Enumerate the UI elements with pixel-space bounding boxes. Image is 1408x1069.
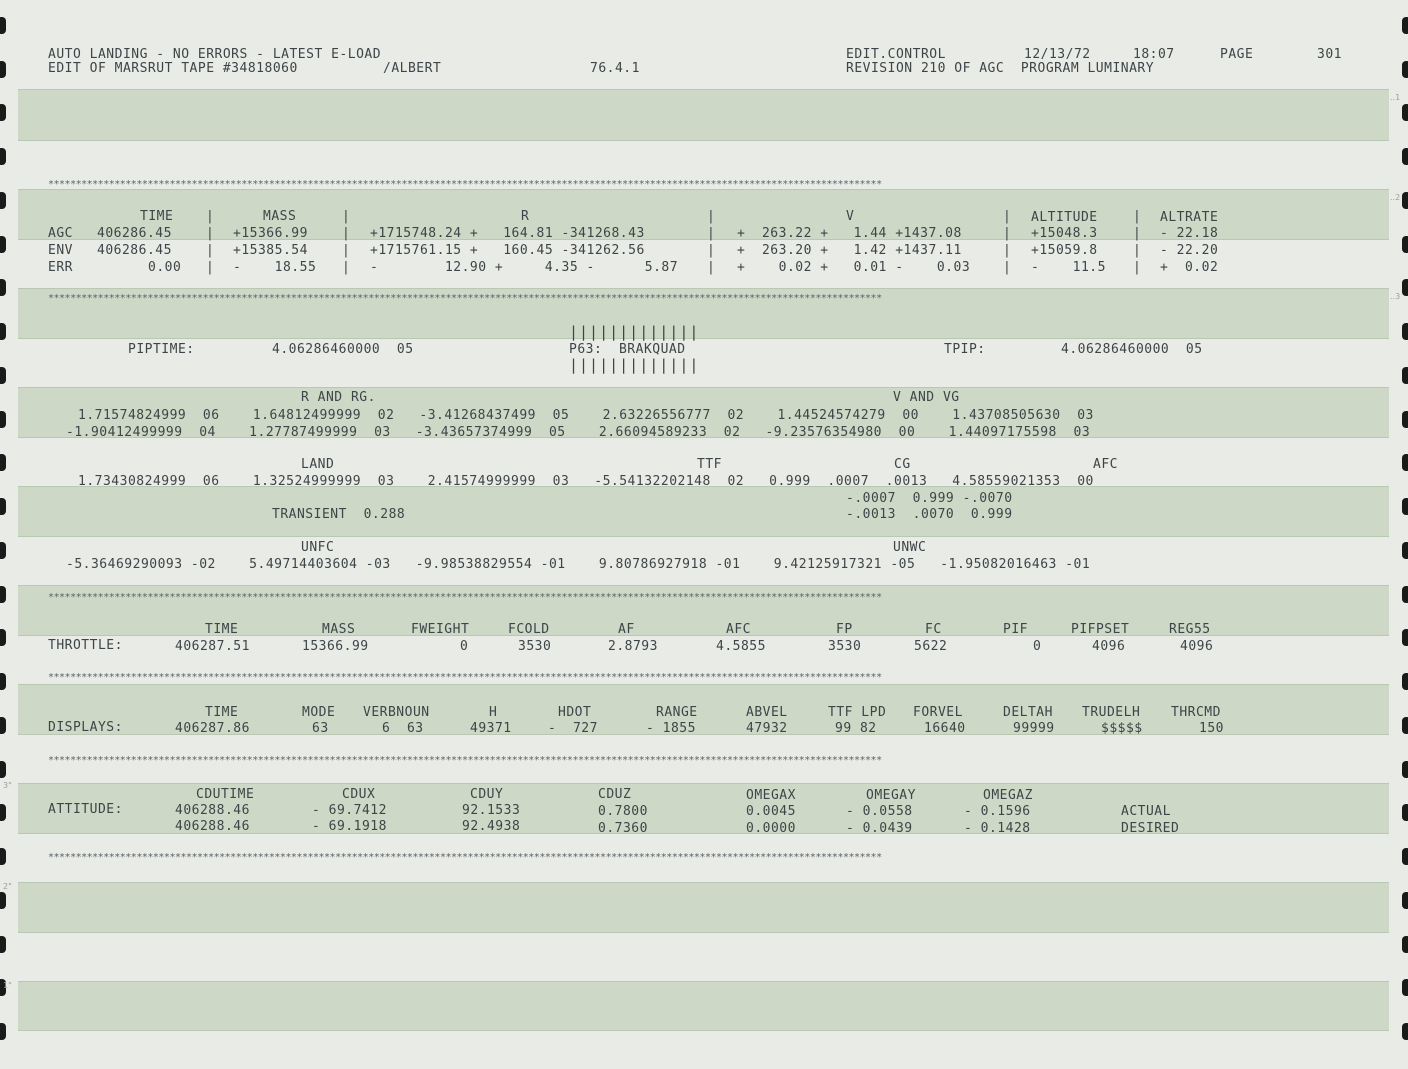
feed-hole	[0, 61, 6, 78]
feed-hole	[1402, 804, 1408, 821]
err-time: 0.00	[148, 260, 182, 275]
tape-edit-line: EDIT OF MARSRUT TAPE #34818060	[48, 61, 298, 76]
feed-hole	[1402, 498, 1408, 515]
feed-hole	[1402, 104, 1408, 121]
throttle-fweight: 0	[460, 639, 469, 654]
label-land: LAND	[301, 457, 335, 472]
column-divider: |	[206, 260, 215, 275]
r-rg-row-1: 1.71574824999 06 1.64812499999 02 -3.41268437499 05 2.63226556777 02 1.44524574279 00 1.43708505630 03	[78, 408, 1094, 423]
throttle-mass: 15366.99	[302, 639, 369, 654]
feed-hole	[1402, 61, 1408, 78]
desired-omegaz: - 0.1428	[964, 821, 1031, 836]
feed-hole	[0, 454, 6, 471]
margin-mark: 2"	[3, 882, 12, 891]
displays-header-forvel: FORVEL	[913, 705, 963, 720]
displays-abvel: 47932	[746, 721, 788, 736]
label-ttf: TTF	[697, 457, 722, 472]
attitude-header-omegax: OMEGAX	[746, 788, 796, 803]
throttle-header-time: TIME	[205, 622, 239, 637]
header-altrate: ALTRATE	[1160, 210, 1219, 225]
feed-hole	[0, 1023, 6, 1040]
throttle-afc: 4.5855	[716, 639, 766, 654]
piptime-value: 4.06286460000 05	[272, 342, 414, 357]
feed-hole	[0, 148, 6, 165]
desired-label: DESIRED	[1121, 821, 1180, 836]
column-divider: |	[1003, 209, 1012, 224]
feed-hole	[1402, 411, 1408, 428]
greenbar-band	[18, 89, 1389, 141]
right-tractor-holes	[1394, 0, 1408, 1069]
column-divider: |	[707, 209, 716, 224]
margin-mark: ..3	[1390, 292, 1401, 301]
margin-mark: ..2	[1390, 193, 1401, 202]
throttle-fcold: 3530	[518, 639, 552, 654]
displays-label: DISPLAYS:	[48, 720, 123, 735]
feed-hole	[0, 323, 6, 340]
print-date: 12/13/72	[1024, 47, 1091, 62]
column-divider: |	[1003, 243, 1012, 258]
throttle-header-afc: AFC	[726, 622, 751, 637]
throttle-label: THROTTLE:	[48, 638, 123, 653]
column-divider: |	[707, 243, 716, 258]
feed-hole	[0, 279, 6, 296]
feed-hole	[1402, 979, 1408, 996]
label-unwc: UNWC	[893, 540, 927, 555]
author: /ALBERT	[383, 61, 442, 76]
displays-range: - 1855	[646, 721, 696, 736]
throttle-header-reg55: REG55	[1169, 622, 1211, 637]
label-v-and-vg: V AND VG	[893, 390, 960, 405]
desired-omegay: - 0.0439	[846, 821, 913, 836]
label-r-and-rg: R AND RG.	[301, 390, 376, 405]
env-r: +1715761.15 + 160.45 -341262.56	[370, 243, 645, 258]
left-tractor-holes	[0, 0, 14, 1069]
env-v: + 263.20 + 1.42 +1437.11	[737, 243, 962, 258]
err-altrate: + 0.02	[1160, 260, 1219, 275]
feed-hole	[1402, 279, 1408, 296]
header-v: V	[846, 209, 855, 224]
displays-header-time: TIME	[205, 705, 239, 720]
margin-mark: 3"	[3, 781, 12, 790]
displays-header-verbnoun: VERBNOUN	[363, 705, 430, 720]
attitude-header-cdutime: CDUTIME	[196, 787, 255, 802]
column-divider: |	[707, 260, 716, 275]
throttle-fp: 3530	[828, 639, 862, 654]
feed-hole	[0, 717, 6, 734]
err-altitude: - 11.5	[1031, 260, 1106, 275]
column-divider: |	[707, 226, 716, 241]
displays-header-deltah: DELTAH	[1003, 705, 1053, 720]
desired-cduz: 0.7360	[598, 821, 648, 836]
err-r: - 12.90 + 4.35 - 5.87	[370, 260, 679, 275]
err-mass: - 18.55	[233, 260, 317, 275]
feed-hole	[1402, 236, 1408, 253]
greenbar-band	[18, 486, 1389, 537]
displays-header-hdot: HDOT	[558, 705, 592, 720]
column-divider: |	[342, 243, 351, 258]
err-v: + 0.02 + 0.01 - 0.03	[737, 260, 971, 275]
attitude-label: ATTITUDE:	[48, 802, 123, 817]
greenbar-band	[18, 882, 1389, 933]
actual-cdux: - 69.7412	[312, 803, 387, 818]
feed-hole	[1402, 673, 1408, 690]
displays-mode: 63	[312, 721, 329, 736]
agc-r: +1715748.24 + 164.81 -341268.43	[370, 226, 645, 241]
star-separator: *******************************************************************************************************************************************************	[48, 853, 882, 863]
displays-header-thrcmd: THRCMD	[1171, 705, 1221, 720]
feed-hole	[0, 761, 6, 778]
actual-omegaz: - 0.1596	[964, 804, 1031, 819]
displays-header-ttf-lpd: TTF LPD	[828, 705, 887, 720]
displays-thrcmd: 150	[1199, 721, 1224, 736]
feed-hole	[1402, 717, 1408, 734]
margin-mark: 1"	[3, 981, 12, 990]
column-divider: |	[1003, 260, 1012, 275]
throttle-header-fc: FC	[925, 622, 942, 637]
land-row: 1.73430824999 06 1.32524999999 03 2.41574999999 03 -5.54132202148 02 0.999 .0007 .0013 4.58559021353 00	[78, 474, 1094, 489]
displays-header-trudelh: TRUDELH	[1082, 705, 1141, 720]
desired-cdutime: 406288.46	[175, 819, 250, 834]
tpip-value: 4.06286460000 05	[1061, 342, 1203, 357]
displays-header-range: RANGE	[656, 705, 698, 720]
row-label-agc: AGC	[48, 226, 73, 241]
greenbar-band	[18, 981, 1389, 1031]
throttle-header-pifpset: PIFPSET	[1071, 622, 1130, 637]
throttle-header-fcold: FCOLD	[508, 622, 550, 637]
feed-hole	[1402, 892, 1408, 909]
row-label-env: ENV	[48, 243, 73, 258]
label-afc: AFC	[1093, 457, 1118, 472]
displays-ttf-lpd: 99 82	[835, 721, 877, 736]
page-label: PAGE	[1220, 47, 1254, 62]
column-divider: |	[1133, 260, 1142, 275]
row-label-err: ERR	[48, 260, 73, 275]
star-separator: *******************************************************************************************************************************************************	[48, 294, 882, 304]
actual-cduz: 0.7800	[598, 804, 648, 819]
feed-hole	[1402, 192, 1408, 209]
star-separator: *******************************************************************************************************************************************************	[48, 756, 882, 766]
feed-hole	[0, 367, 6, 384]
feed-hole	[0, 542, 6, 559]
report-title: AUTO LANDING - NO ERRORS - LATEST E-LOAD	[48, 47, 382, 62]
column-divider: |	[1133, 226, 1142, 241]
attitude-header-omegay: OMEGAY	[866, 788, 916, 803]
attitude-header-cdux: CDUX	[342, 787, 376, 802]
throttle-time: 406287.51	[175, 639, 250, 654]
page-number: 301	[1317, 47, 1342, 62]
feed-hole	[0, 17, 6, 34]
actual-omegax: 0.0045	[746, 804, 796, 819]
program-name: P63: BRAKQUAD	[569, 342, 686, 357]
agc-mass: +15366.99	[233, 226, 308, 241]
feed-hole	[1402, 367, 1408, 384]
desired-omegax: 0.0000	[746, 821, 796, 836]
column-divider: |	[206, 226, 215, 241]
displays-hdot: - 727	[548, 721, 598, 736]
displays-verbnoun: 6 63	[382, 721, 424, 736]
desired-cduy: 92.4938	[462, 819, 521, 834]
actual-cduy: 92.1533	[462, 803, 521, 818]
column-divider: |	[206, 243, 215, 258]
actual-cdutime: 406288.46	[175, 803, 250, 818]
column-divider: |	[1133, 243, 1142, 258]
cg-row-3: -.0013 .0070 0.999	[846, 507, 1013, 522]
env-altrate: - 22.20	[1160, 243, 1219, 258]
throttle-header-fweight: FWEIGHT	[411, 622, 470, 637]
feed-hole	[0, 892, 6, 909]
header-altitude: ALTITUDE	[1031, 210, 1098, 225]
throttle-pifpset: 4096	[1092, 639, 1126, 654]
throttle-pif: 0	[1033, 639, 1042, 654]
env-mass: +15385.54	[233, 243, 308, 258]
revision-line: REVISION 210 OF AGC PROGRAM LUMINARY	[846, 61, 1155, 76]
print-time: 18:07	[1133, 47, 1175, 62]
version: 76.4.1	[590, 61, 640, 76]
margin-mark: ..1	[1390, 93, 1401, 102]
edit-control: EDIT.CONTROL	[846, 47, 946, 62]
feed-hole	[1402, 848, 1408, 865]
attitude-header-cduz: CDUZ	[598, 787, 632, 802]
displays-h: 49371	[470, 721, 512, 736]
header-time: TIME	[140, 209, 174, 224]
displays-trudelh: $$$$$	[1101, 721, 1143, 736]
displays-header-mode: MODE	[302, 705, 336, 720]
column-divider: |	[206, 209, 215, 224]
feed-hole	[0, 804, 6, 821]
feed-hole	[0, 848, 6, 865]
feed-hole	[0, 629, 6, 646]
column-divider: |	[1003, 226, 1012, 241]
feed-hole	[1402, 17, 1408, 34]
agc-altrate: - 22.18	[1160, 226, 1219, 241]
feed-hole	[0, 236, 6, 253]
actual-label: ACTUAL	[1121, 804, 1171, 819]
feed-hole	[1402, 586, 1408, 603]
column-divider: |	[342, 260, 351, 275]
displays-deltah: 99999	[1013, 721, 1055, 736]
actual-omegay: - 0.0558	[846, 804, 913, 819]
vertical-bars-top: |||||||||||||	[569, 323, 700, 341]
feed-hole	[1402, 542, 1408, 559]
feed-hole	[0, 936, 6, 953]
displays-forvel: 16640	[924, 721, 966, 736]
throttle-reg55: 4096	[1180, 639, 1214, 654]
star-separator: *******************************************************************************************************************************************************	[48, 180, 882, 190]
label-unfc: UNFC	[301, 540, 335, 555]
env-altitude: +15059.8	[1031, 243, 1098, 258]
attitude-header-omegaz: OMEGAZ	[983, 788, 1033, 803]
cg-row-2: -.0007 0.999 -.0070	[846, 491, 1013, 506]
star-separator: *******************************************************************************************************************************************************	[48, 593, 882, 603]
feed-hole	[1402, 148, 1408, 165]
agc-altitude: +15048.3	[1031, 226, 1098, 241]
piptime-label: PIPTIME:	[128, 342, 195, 357]
tpip-label: TPIP:	[944, 342, 986, 357]
feed-hole	[1402, 761, 1408, 778]
feed-hole	[1402, 629, 1408, 646]
displays-time: 406287.86	[175, 721, 250, 736]
feed-hole	[0, 192, 6, 209]
feed-hole	[0, 411, 6, 428]
column-divider: |	[342, 209, 351, 224]
vertical-bars-bottom: |||||||||||||	[569, 356, 700, 374]
throttle-af: 2.8793	[608, 639, 658, 654]
throttle-header-fp: FP	[836, 622, 853, 637]
feed-hole	[1402, 1023, 1408, 1040]
transient: TRANSIENT 0.288	[272, 507, 406, 522]
throttle-header-mass: MASS	[322, 622, 356, 637]
throttle-header-af: AF	[618, 622, 635, 637]
env-time: 406286.45	[97, 243, 172, 258]
feed-hole	[1402, 323, 1408, 340]
attitude-header-cduy: CDUY	[470, 787, 504, 802]
displays-header-h: H	[489, 705, 498, 720]
desired-cdux: - 69.1918	[312, 819, 387, 834]
feed-hole	[0, 104, 6, 121]
feed-hole	[0, 586, 6, 603]
unfc-row: -5.36469290093 -02 5.49714403604 -03 -9.98538829554 -01 9.80786927918 -01 9.42125917321 -05 -1.95082016463 -01	[66, 557, 1091, 572]
throttle-header-pif: PIF	[1003, 622, 1028, 637]
agc-v: + 263.22 + 1.44 +1437.08	[737, 226, 962, 241]
column-divider: |	[342, 226, 351, 241]
displays-header-abvel: ABVEL	[746, 705, 788, 720]
agc-time: 406286.45	[97, 226, 172, 241]
feed-hole	[0, 498, 6, 515]
feed-hole	[1402, 454, 1408, 471]
r-rg-row-2: -1.90412499999 04 1.27787499999 03 -3.43657374999 05 2.66094589233 02 -9.23576354980 00 1.44097175598 03	[66, 425, 1091, 440]
column-divider: |	[1133, 209, 1142, 224]
feed-hole	[1402, 936, 1408, 953]
throttle-fc: 5622	[914, 639, 948, 654]
label-cg: CG	[894, 457, 911, 472]
header-mass: MASS	[263, 209, 297, 224]
feed-hole	[0, 673, 6, 690]
star-separator: *******************************************************************************************************************************************************	[48, 673, 882, 683]
header-r: R	[521, 209, 530, 224]
